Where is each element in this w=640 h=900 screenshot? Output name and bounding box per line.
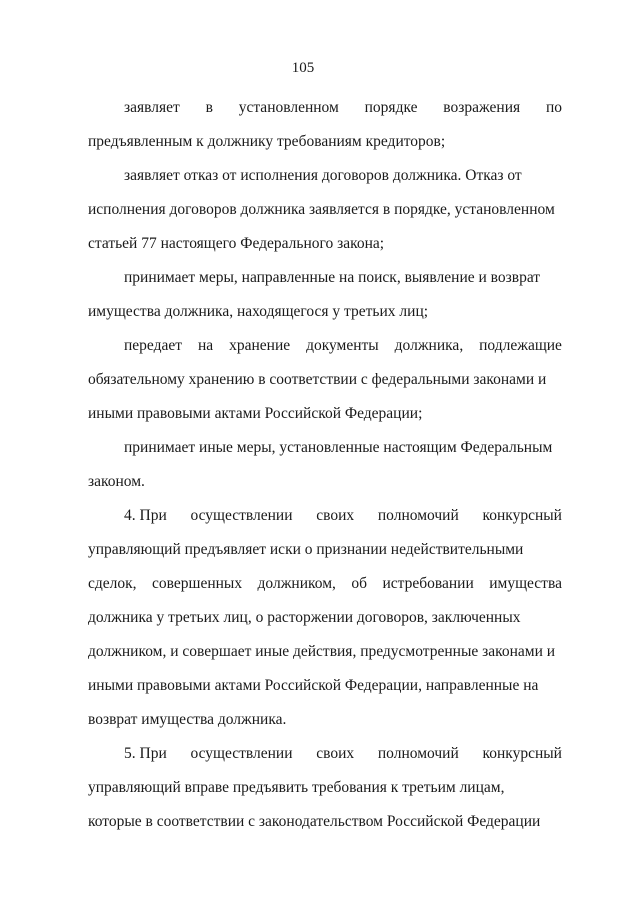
word: совершенных [152, 575, 243, 592]
text-line: возврат имущества должника. [88, 711, 287, 728]
text-line [124, 744, 562, 764]
word: имущества [489, 575, 562, 592]
text-line: иными правовыми актами Российской Федерации, направленные на [88, 677, 539, 694]
word: возражения [443, 99, 521, 116]
word: осуществлении [190, 745, 293, 762]
word: 5. При [124, 745, 167, 762]
word: полномочий [377, 507, 459, 524]
text-line [124, 506, 562, 526]
word: должником, [257, 575, 336, 592]
word: 4. При [124, 507, 167, 524]
text-line: управляющий вправе предъявить требования к третьим лицам, [88, 779, 505, 796]
text-line: законом. [88, 473, 145, 490]
text-line: предъявленным к должнику требованиям кредиторов; [88, 133, 446, 150]
word: передает [124, 337, 183, 354]
text-line: обязательному хранению в соответствии с федеральными законами и [88, 371, 547, 388]
text-line: управляющий предъявляет иски о признании недействительными [88, 541, 524, 558]
word: документы [306, 337, 379, 354]
word: осуществлении [190, 507, 293, 524]
word: порядке [364, 99, 418, 116]
word: по [545, 99, 562, 116]
text-line: иными правовыми актами Российской Федерации; [88, 405, 423, 422]
text-line [88, 574, 562, 594]
word: хранение [229, 337, 291, 354]
word: в [205, 99, 213, 116]
word: истребовании [382, 575, 474, 592]
word: своих [316, 745, 355, 762]
word: об [351, 575, 368, 592]
text-line: которые в соответствии с законодательством Российской Федерации [88, 813, 541, 830]
text-line: имущества должника, находящегося у третьих лиц; [88, 303, 429, 320]
word: на [197, 337, 214, 354]
text-line: исполнения договоров должника заявляется в порядке, установленном [88, 201, 555, 218]
text-line: заявляет отказ от исполнения договоров должника. Отказ от [124, 167, 522, 184]
text-line: принимает иные меры, установленные настоящим Федеральным [124, 439, 553, 456]
text-line: статьей 77 настоящего Федерального закона; [88, 235, 385, 252]
text-line: должника у третьих лиц, о расторжении договоров, заключенных [88, 609, 521, 626]
text-line [124, 336, 562, 356]
word: своих [316, 507, 355, 524]
word: конкурсный [482, 745, 562, 762]
word: конкурсный [482, 507, 562, 524]
word: установленном [238, 99, 339, 116]
text-line [124, 98, 562, 118]
word: подлежащие [479, 337, 562, 354]
word: заявляет [124, 99, 180, 116]
text-line: должником, и совершает иные действия, предусмотренные законами и [88, 643, 556, 660]
page-number: 105 [291, 60, 315, 76]
word: должника, [394, 337, 464, 354]
word: сделок, [88, 575, 137, 592]
word: полномочий [377, 745, 459, 762]
text-line: принимает меры, направленные на поиск, выявление и возврат [124, 269, 541, 286]
